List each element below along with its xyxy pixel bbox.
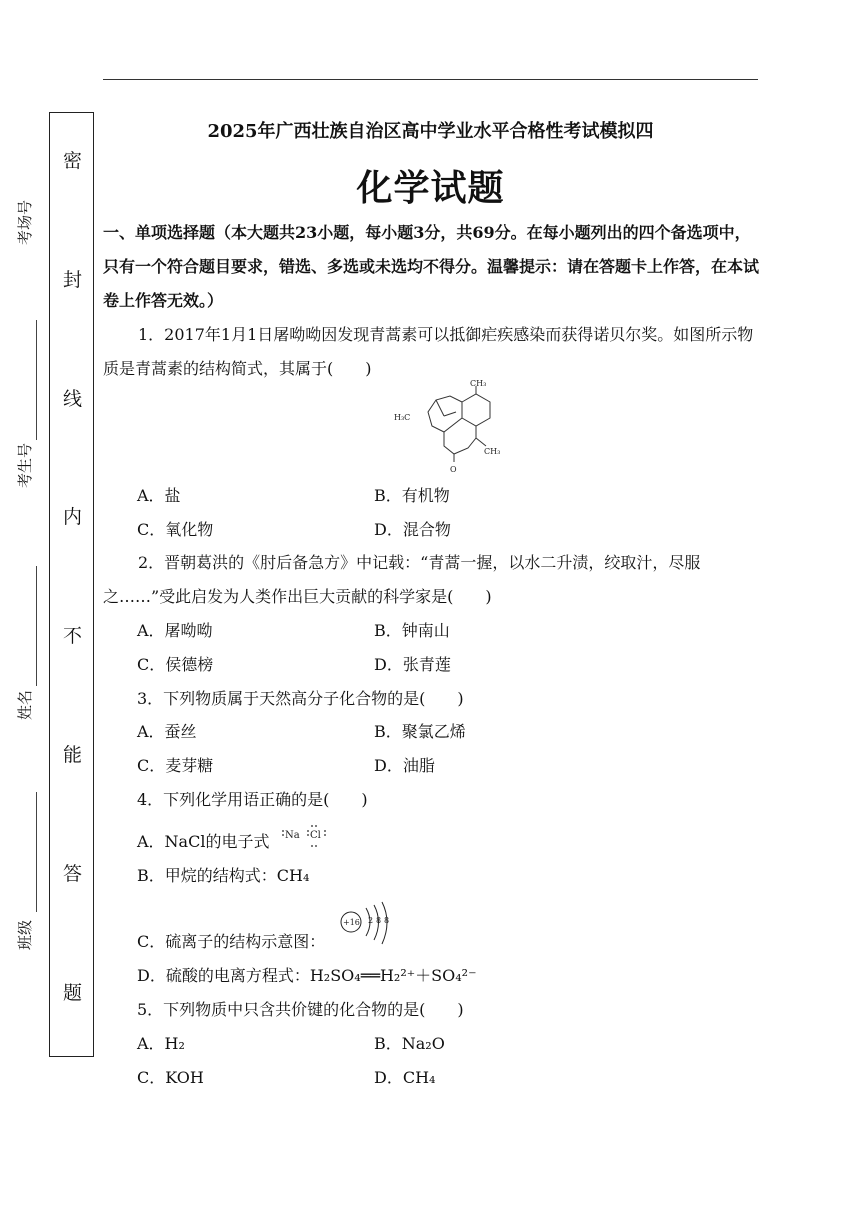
option-b[interactable]: B．Na₂O xyxy=(374,1034,445,1053)
option-a[interactable]: A．屠呦呦 xyxy=(137,621,213,640)
top-rule xyxy=(103,79,758,80)
sulfide-ion-structure-diagram xyxy=(338,900,394,950)
question-3-stem: 3．下列物质属于天然高分子化合物的是( ) xyxy=(137,689,464,708)
seal-char: 能 xyxy=(62,744,82,766)
ch3-top-label: CH₃ xyxy=(470,380,487,388)
option-a[interactable]: A．盐 xyxy=(137,486,181,505)
option-c[interactable]: C．氧化物 xyxy=(137,520,214,539)
option-c[interactable]: C．硫离子的结构示意图： xyxy=(137,932,326,951)
section-heading: 一、单项选择题（本大题共23小题，每小题3分，共69分。在每小题列出的四个备选项中，只有一个符合题目要求，错选、多选或未选均不得分。温馨提示：请在答题卡上作答，在本试卷上作答无效。） xyxy=(103,223,760,310)
name-blank[interactable] xyxy=(36,792,37,912)
shell-3-count: 8 xyxy=(384,916,390,925)
option-d[interactable]: D．油脂 xyxy=(374,756,435,775)
candidate-number-label: 考生号 xyxy=(16,442,34,488)
shell-1-count: 2 xyxy=(368,916,374,925)
name-label: 姓名 xyxy=(16,690,34,721)
ch3-right-label: CH₃ xyxy=(484,447,501,456)
option-a[interactable]: A．NaCl的电子式 xyxy=(137,832,270,851)
class-label: 班级 xyxy=(16,920,34,951)
nacl-electron-dot-formula xyxy=(281,822,335,850)
na-symbol: Na xyxy=(285,830,300,841)
shell-2-count: 8 xyxy=(376,916,382,925)
seal-char: 密 xyxy=(62,150,82,172)
artemisinin-structure-figure xyxy=(392,380,512,476)
nucleus-charge: +16 xyxy=(343,918,360,927)
option-b[interactable]: B．钟南山 xyxy=(374,621,450,640)
seal-char: 线 xyxy=(62,388,82,410)
h3c-label: H₃C xyxy=(394,413,411,422)
option-c[interactable]: C．侯德榜 xyxy=(137,655,214,674)
seal-char: 答 xyxy=(62,863,82,885)
seal-char: 内 xyxy=(62,506,82,528)
exam-room-label: 考场号 xyxy=(16,199,34,245)
option-a[interactable]: A．H₂ xyxy=(137,1034,185,1053)
option-d[interactable]: D．混合物 xyxy=(374,520,451,539)
question-1-text: 1．2017年1月1日屠呦呦因发现青蒿素可以抵御疟疾感染而获得诺贝尔奖。如图所示物质是青蒿素的结构简式，其属于( ) xyxy=(103,325,754,378)
option-d[interactable]: D．CH₄ xyxy=(374,1068,436,1087)
option-d[interactable]: D．硫酸的电离方程式：H₂SO₄══H₂²⁺＋SO₄²⁻ xyxy=(137,966,477,985)
exam-title: 2025年广西壮族自治区高中学业水平合格性考试模拟四 xyxy=(207,121,654,142)
question-5-stem: 5．下列物质中只含共价键的化合物的是( ) xyxy=(137,1000,464,1019)
seal-line-box xyxy=(49,112,94,1057)
subject-title: 化学试题 xyxy=(356,167,505,209)
option-b[interactable]: B．甲烷的结构式：CH₄ xyxy=(137,866,310,885)
option-d[interactable]: D．张青莲 xyxy=(374,655,451,674)
candidate-number-blank[interactable] xyxy=(36,566,37,686)
exam-room-blank[interactable] xyxy=(36,320,37,440)
option-c[interactable]: C．KOH xyxy=(137,1068,204,1087)
question-4-stem: 4．下列化学用语正确的是( ) xyxy=(137,790,368,809)
question-2-stem xyxy=(103,546,760,614)
question-2-text: 2．晋朝葛洪的《肘后备急方》中记载：“青蒿一握，以水二升渍，绞取汁，尽服之……”受此启发为人类作出巨大贡献的科学家是( ) xyxy=(103,553,701,606)
cl-symbol: Cl xyxy=(310,830,321,841)
seal-char: 题 xyxy=(62,982,82,1004)
seal-char: 不 xyxy=(62,625,82,647)
seal-char: 封 xyxy=(62,269,82,291)
carbonyl-o-label: O xyxy=(450,465,457,474)
option-a[interactable]: A．蚕丝 xyxy=(137,722,197,741)
option-c[interactable]: C．麦芽糖 xyxy=(137,756,214,775)
option-b[interactable]: B．聚氯乙烯 xyxy=(374,722,466,741)
question-1-stem xyxy=(103,318,760,386)
option-b[interactable]: B．有机物 xyxy=(374,486,450,505)
